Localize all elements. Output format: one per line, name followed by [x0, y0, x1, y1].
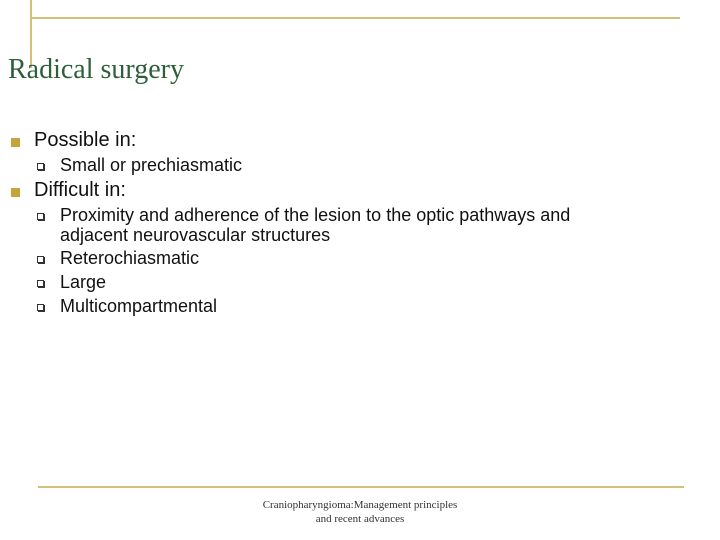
hollow-square-bullet-icon	[37, 256, 44, 263]
decorative-bottom-line	[38, 486, 684, 488]
bullet-difficult-in: Difficult in:	[34, 179, 126, 201]
sub-bullet-small: Small or prechiasmatic	[60, 155, 243, 175]
square-bullet-icon	[11, 138, 20, 147]
decorative-top-line	[30, 17, 680, 19]
hollow-square-bullet-icon	[37, 163, 44, 170]
hollow-square-bullet-icon	[37, 280, 44, 287]
sub-bullet-proximity-line1: Proximity and adherence of the lesion to the optic pathways and	[60, 205, 571, 225]
footer-line1: Craniopharyngioma:Management principles	[262, 499, 458, 511]
footer	[240, 498, 480, 526]
sub-bullet-large: Large	[60, 272, 107, 292]
square-bullet-icon	[11, 188, 20, 197]
footer-line2: and recent advances	[315, 513, 405, 525]
bullet-possible-in: Possible in:	[34, 129, 137, 151]
hollow-square-bullet-icon	[37, 213, 44, 220]
hollow-square-bullet-icon	[37, 304, 44, 311]
slide-title: Radical surgery	[8, 54, 184, 85]
sub-bullet-reterochiasmatic: Reterochiasmatic	[60, 248, 200, 268]
sub-bullet-proximity-line2: adjacent neurovascular structures	[60, 225, 331, 245]
sub-bullet-multicompartmental: Multicompartmental	[60, 296, 218, 316]
